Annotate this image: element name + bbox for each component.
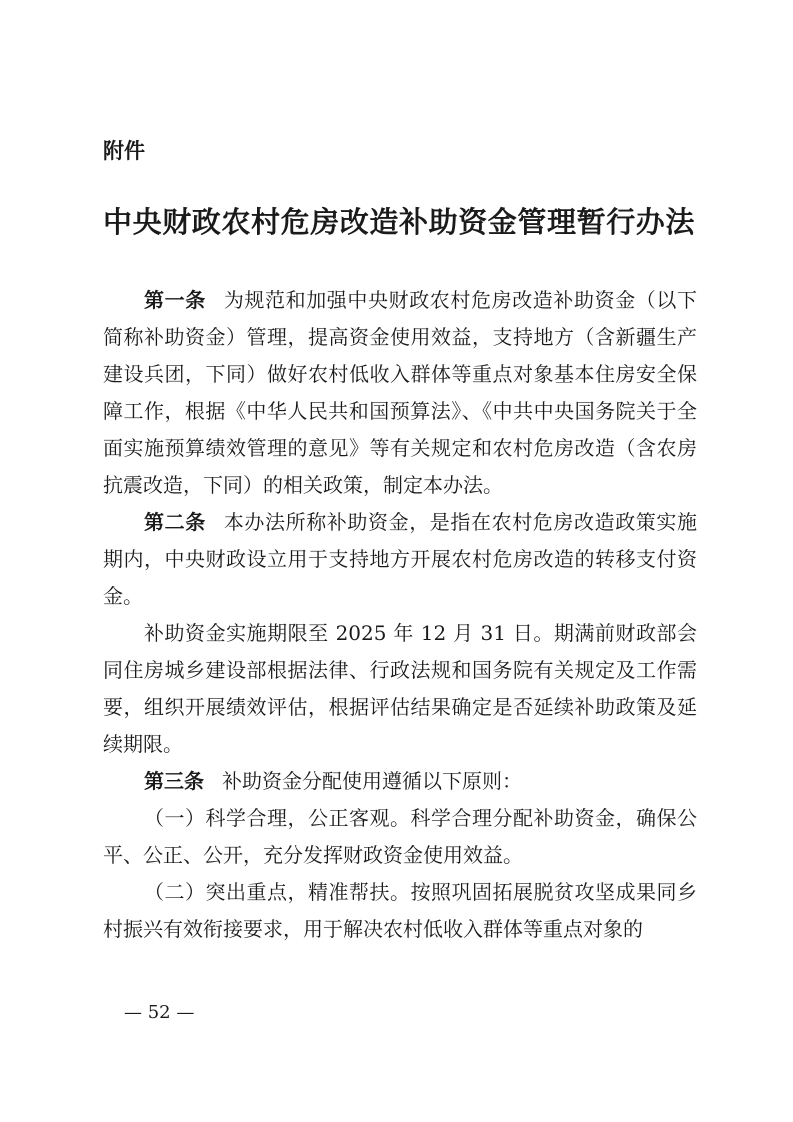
paragraph-text: 补助资金实施期限至 2025 年 12 月 31 日。期满前财政部会同住房城乡建设部根据法律、行政法规和国务院有关规定及工作需要，组织开展绩效评估，根据评估结果确定是否延续补助政策及延续期限。 bbox=[103, 621, 697, 756]
article-paragraph bbox=[103, 282, 697, 504]
body-paragraph bbox=[103, 615, 697, 763]
article-label: 第一条 bbox=[144, 288, 206, 312]
article-label: 第三条 bbox=[144, 769, 204, 793]
article-paragraph bbox=[103, 763, 697, 800]
body-paragraph bbox=[103, 800, 697, 874]
body-paragraph bbox=[103, 874, 697, 948]
article-text: 本办法所称补助资金，是指在农村危房改造政策实施期内，中央财政设立用于支持地方开展农村危房改造的转移支付资金。 bbox=[103, 510, 698, 608]
article-text: 为规范和加强中央财政农村危房改造补助资金（以下简称补助资金）管理，提高资金使用效益，支持地方（含新疆生产建设兵团，下同）做好农村低收入群体等重点对象基本住房安全保障工作，根据《中华人民共和国预算法》、《中共中央国务院关于全面实施预算绩效管理的意见》等有关规定和农村危房改造（含农房抗震改造，下同）的相关政策，制定本办法。 bbox=[103, 288, 698, 497]
page-number: — 52 — bbox=[124, 1002, 195, 1023]
article-paragraph bbox=[103, 504, 697, 615]
article-text: 补助资金分配使用遵循以下原则： bbox=[222, 769, 522, 793]
document-title: 中央财政农村危房改造补助资金管理暂行办法 bbox=[103, 205, 696, 239]
paragraph-text: （二）突出重点，精准帮扶。按照巩固拓展脱贫攻坚成果同乡村振兴有效衔接要求，用于解决农村低收入群体等重点对象的 bbox=[103, 880, 697, 941]
document-body bbox=[103, 282, 697, 948]
paragraph-text: （一）科学合理，公正客观。科学合理分配补助资金，确保公平、公正、公开，充分发挥财政资金使用效益。 bbox=[103, 806, 697, 867]
attachment-label: 附件 bbox=[103, 139, 145, 163]
article-label: 第二条 bbox=[144, 510, 206, 534]
